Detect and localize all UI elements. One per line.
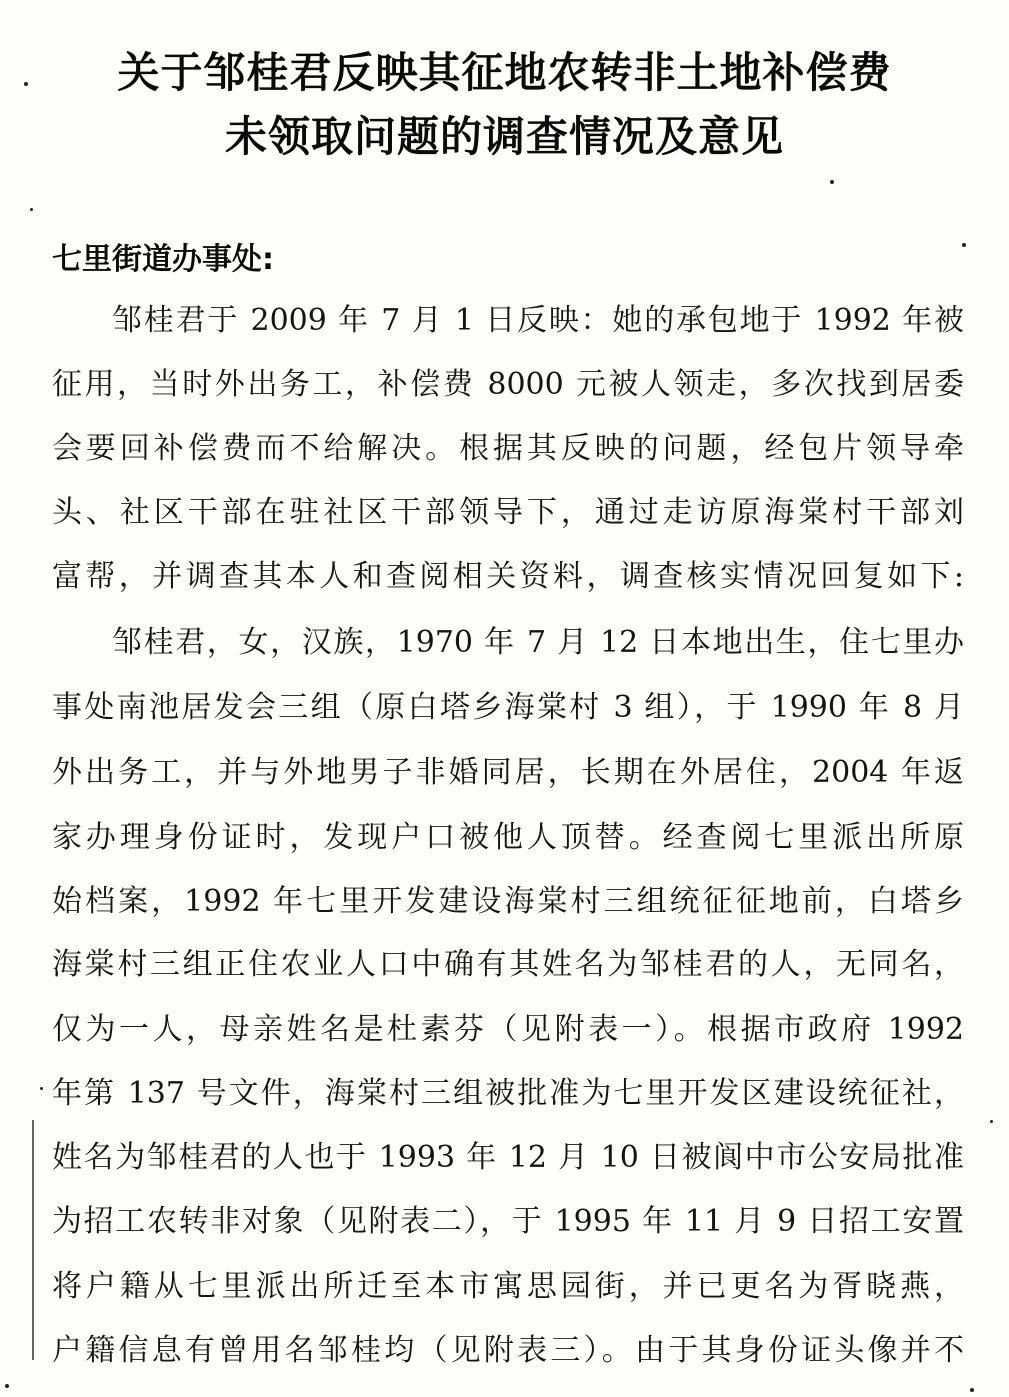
body-line: 为招工农转非对象（见附表二），于 1995 年 11 月 9 日招工安置 xyxy=(52,1204,964,1239)
scan-speck xyxy=(990,1120,993,1123)
scan-speck xyxy=(5,1384,9,1388)
body-line: 始档案，1992 年七里开发建设海棠村三组统征征地前，白塔乡 xyxy=(52,884,964,919)
body-line: 海棠村三组正住农业人口中确有其姓名为邹桂君的人，无同名， xyxy=(52,947,964,982)
body-line: 邹桂君，女，汉族，1970 年 7 月 12 日本地出生，住七里办 xyxy=(112,625,964,660)
body-line: 征用，当时外出务工，补偿费 8000 元被人领走，多次找到居委 xyxy=(52,367,964,402)
document-title-line-1: 关于邹桂君反映其征地农转非土地补偿费 xyxy=(117,48,892,97)
body-line: 头、社区干部在驻社区干部领导下，通过走访原海棠村干部刘 xyxy=(52,495,964,530)
scan-speck xyxy=(970,1388,974,1392)
body-line: 外出务工，并与外地男子非婚同居，长期在外居住，2004 年返 xyxy=(52,755,964,790)
body-line: 户籍信息有曾用名邹桂均（见附表三）。由于其身份证头像并不 xyxy=(52,1333,964,1368)
body-line: 年第 137 号文件，海棠村三组被批准为七里开发区建设统征社， xyxy=(52,1076,964,1111)
body-line: 富帮，并调查其本人和查阅相关资料，调查核实情况回复如下: xyxy=(52,559,964,594)
body-line: 会要回补偿费而不给解决。根据其反映的问题，经包片领导牵 xyxy=(52,431,964,466)
scan-speck xyxy=(40,1087,43,1090)
scan-margin-mark xyxy=(32,1120,34,1360)
body-line: 家办理身份证时，发现户口被他人顶替。经查阅七里派出所原 xyxy=(52,820,964,855)
body-line: 仅为一人，母亲姓名是杜素芬（见附表一）。根据市政府 1992 xyxy=(52,1012,964,1047)
salutation: 七里街道办事处: xyxy=(52,242,274,277)
scan-speck xyxy=(962,243,966,247)
scan-speck xyxy=(830,180,834,184)
body-line: 将户籍从七里派出所迁至本市寓思园街，并已更名为胥晓燕， xyxy=(52,1269,964,1304)
body-line: 事处南池居发会三组（原白塔乡海棠村 3 组），于 1990 年 8 月 xyxy=(52,690,964,725)
scan-speck xyxy=(30,208,33,211)
scan-speck xyxy=(24,82,28,86)
document-title-line-2: 未领取问题的调查情况及意见 xyxy=(224,112,784,161)
body-line: 姓名为邹桂君的人也于 1993 年 12 月 10 日被阆中市公安局批准 xyxy=(52,1140,964,1175)
body-line: 邹桂君于 2009 年 7 月 1 日反映：她的承包地于 1992 年被 xyxy=(112,303,964,338)
